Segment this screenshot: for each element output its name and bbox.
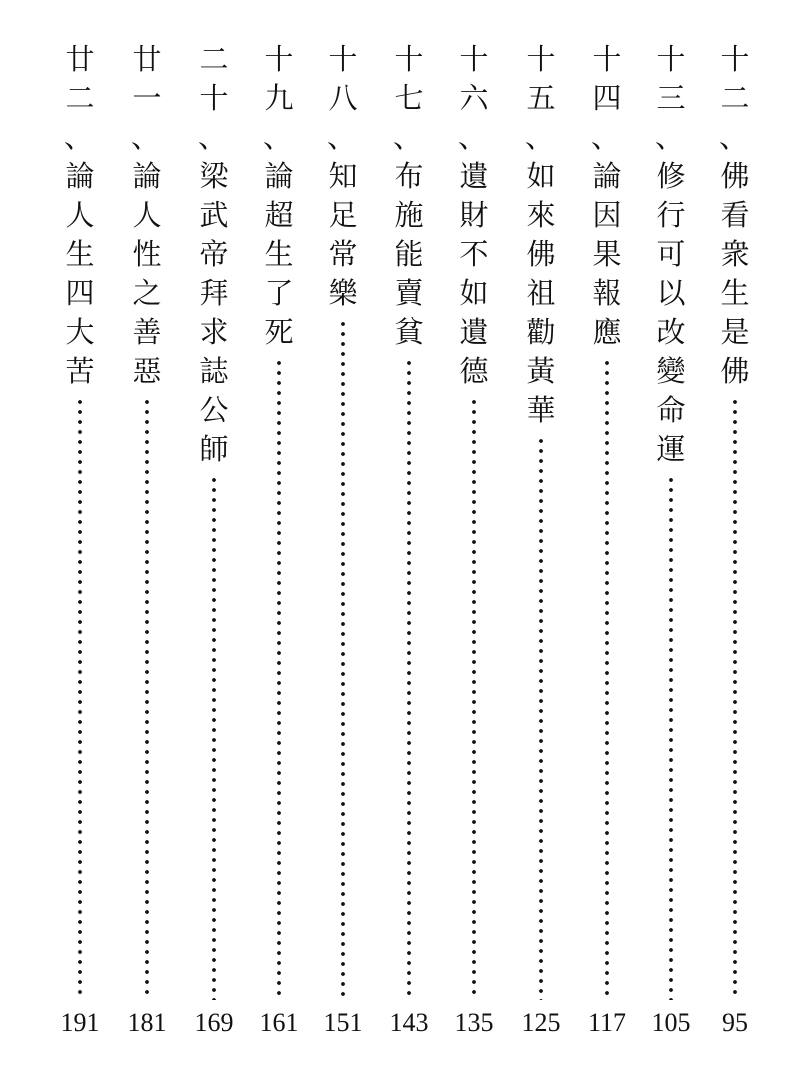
dot-leader	[78, 397, 82, 1000]
page-number: 151	[323, 1008, 363, 1037]
toc-entry-13[interactable]	[649, 40, 693, 1050]
page-number: 117	[587, 1008, 627, 1037]
dot-leader	[407, 358, 411, 1000]
toc-entry-18[interactable]	[321, 40, 365, 1050]
page-number: 161	[259, 1008, 299, 1037]
dot-leader	[733, 397, 737, 1000]
page-number: 191	[60, 1008, 100, 1037]
entry-title: 十 九 、 論 超 生 了 死	[263, 42, 294, 349]
page-number: 169	[194, 1008, 234, 1037]
entry-title: 廿 二 、 論 人 生 四 大 苦	[64, 42, 95, 388]
dot-leader	[212, 475, 216, 1000]
dot-leader	[605, 358, 609, 1000]
toc-entry-15[interactable]	[519, 40, 563, 1050]
entry-title: 十 七 、 布 施 能 賣 貧	[393, 42, 424, 349]
dot-leader	[669, 475, 673, 1000]
toc-entry-22[interactable]	[58, 40, 102, 1050]
entry-title: 十 八 、 知 足 常 樂	[327, 42, 358, 310]
dot-leader	[539, 436, 543, 1000]
dot-leader	[277, 358, 281, 1000]
page-number: 125	[521, 1008, 561, 1037]
toc-entry-12[interactable]	[713, 40, 757, 1050]
toc-entry-19[interactable]	[257, 40, 301, 1050]
page-number: 135	[454, 1008, 494, 1037]
page-number: 143	[389, 1008, 429, 1037]
entry-title: 十 四 、 論 因 果 報 應	[591, 42, 622, 349]
entry-title: 廿 一 、 論 人 性 之 善 惡	[131, 42, 162, 388]
toc-entry-20[interactable]	[192, 40, 236, 1050]
dot-leader	[341, 319, 345, 1000]
toc-entry-21[interactable]	[125, 40, 169, 1050]
toc-entry-17[interactable]	[387, 40, 431, 1050]
page-number: 95	[722, 1008, 748, 1037]
toc-entry-16[interactable]	[452, 40, 496, 1050]
entry-title: 二 十 、 梁 武 帝 拜 求 誌 公 師	[198, 42, 229, 466]
page-number: 181	[127, 1008, 167, 1037]
entry-title: 十 三 、 修 行 可 以 改 變 命 運	[655, 42, 686, 466]
entry-title: 十 二 、 佛 看 衆 生 是 佛	[719, 42, 750, 388]
toc-entry-14[interactable]	[585, 40, 629, 1050]
dot-leader	[472, 397, 476, 1000]
entry-title: 十 五 、 如 來 佛 祖 勸 黃 華	[525, 42, 556, 427]
entry-title: 十 六 、 遺 財 不 如 遺 德	[458, 42, 489, 388]
page-number: 105	[651, 1008, 691, 1037]
dot-leader	[145, 397, 149, 1000]
